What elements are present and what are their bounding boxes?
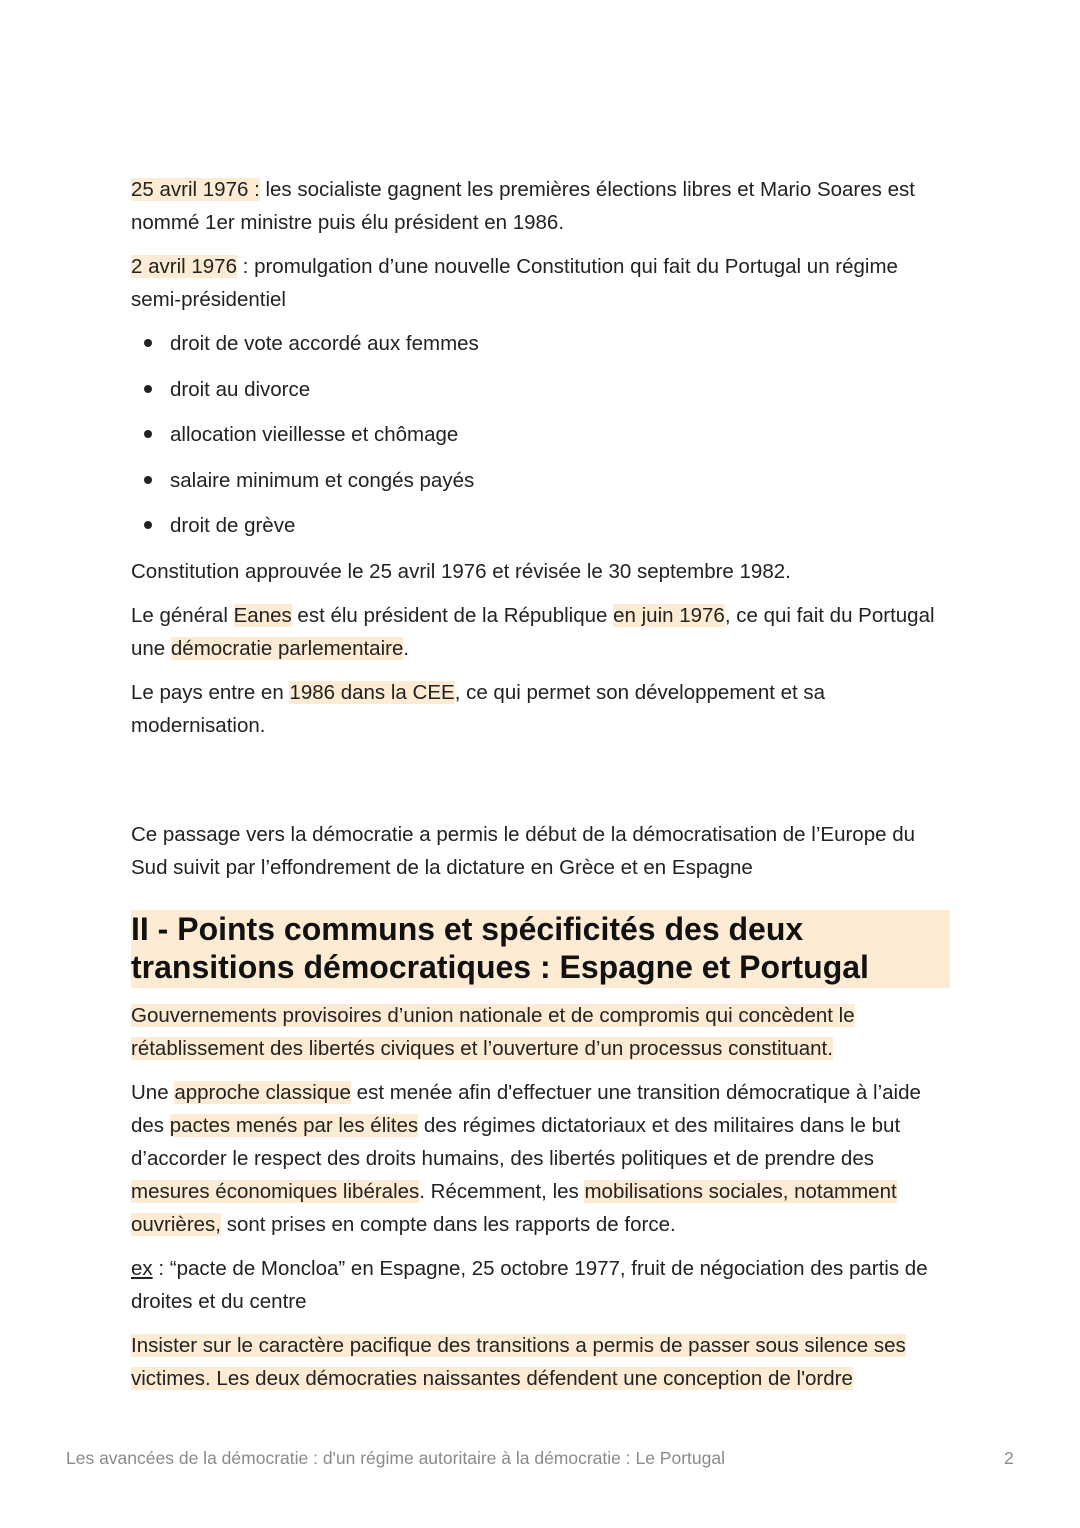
paragraph-constitution (131, 250, 951, 316)
list-item: droit de vote accordé aux femmes (131, 327, 951, 360)
section-heading: II - Points communs et spécificités des deux transitions démocratiques : Espagne et Portugal (131, 910, 950, 988)
highlight-date: en juin 1976 (613, 603, 725, 627)
highlight-term: mobilisations sociales, notamment ouvrières, (131, 1179, 897, 1236)
paragraph-south-europe: Ce passage vers la démocratie a permis le début de la démocratisation de l’Europe du Sud suivit par l’effondrement de la dictature en Grèce et en Espagne (131, 822, 915, 879)
paragraph-pacific (131, 1329, 951, 1395)
highlight-term: démocratie parlementaire (170, 636, 404, 660)
list-item: droit au divorce (131, 373, 951, 406)
bullet-icon (144, 339, 152, 347)
paragraph-text: : promulgation d’une nouvelle Constitution qui fait du Portugal un régime semi-présidentiel (131, 255, 898, 311)
highlight-term: approche classique (174, 1080, 351, 1104)
highlight-date: 2 avril 1976 (131, 255, 237, 278)
highlight-sentence: Insister sur le caractère pacifique des transitions a permis de passer sous silence ses victimes. Les deux démocraties naissantes défendent une conception de l'ordre (131, 1333, 906, 1390)
page-content (131, 173, 951, 1406)
rights-list (131, 327, 951, 542)
highlight-date: 1986 dans la CEE (289, 680, 455, 704)
highlight-term: mesures économiques libérales (131, 1179, 420, 1203)
footer-title: Les avancées de la démocratie : d'un régime autoritaire à la démocratie : Le Portugal (66, 1448, 725, 1468)
paragraph-elections-1976 (131, 173, 951, 239)
highlight-sentence: Gouvernements provisoires d’union nationale et de compromis qui concèdent le rétablissement des libertés civiques et l’ouverture d’un processus constituant. (131, 1003, 855, 1060)
paragraph-cee: Le pays entre en 1986 dans la CEE, ce qui permet son développement et sa modernisation. (131, 680, 826, 737)
list-item: droit de grève (131, 509, 951, 542)
bullet-icon (144, 430, 152, 438)
spacer (131, 753, 951, 818)
example-label: ex (131, 1256, 153, 1280)
list-item: salaire minimum et congés payés (131, 464, 951, 497)
paragraph-constitution-approval: Constitution approuvée le 25 avril 1976 et révisée le 30 septembre 1982. (131, 559, 791, 583)
highlight-term: pactes menés par les élites (169, 1113, 419, 1137)
paragraph-example: ex : “pacte de Moncloa” en Espagne, 25 octobre 1977, fruit de négociation des partis de droites et du centre (131, 1256, 928, 1313)
paragraph-approach: Une approche classique est menée afin d'effectuer une transition démocratique à l’aide des pactes menés par les élites des régimes dictatoriaux et des militaires dans le but d’accorder le respect des droits humains, des libertés politiques et de prendre des mesures économiques libérales. Récemment, les mobilisations sociales, notamment ouvrières, sont prises en compte dans les rapports de force. (131, 1080, 921, 1236)
list-item: allocation vieillesse et chômage (131, 418, 951, 451)
paragraph-eanes: Le général Eanes est élu président de la République en juin 1976, ce qui fait du Portugal une démocratie parlementaire. (131, 603, 935, 660)
bullet-icon (144, 476, 152, 484)
bullet-icon (144, 385, 152, 393)
page-number: 2 (1004, 1448, 1014, 1468)
paragraph-governments (131, 999, 951, 1065)
highlight-name: Eanes (233, 603, 292, 627)
bullet-icon (144, 521, 152, 529)
paragraph-text: les socialiste gagnent les premières élections libres et Mario Soares est nommé 1er ministre puis élu président en 1986. (131, 178, 915, 234)
highlight-date: 25 avril 1976 : (131, 178, 260, 201)
